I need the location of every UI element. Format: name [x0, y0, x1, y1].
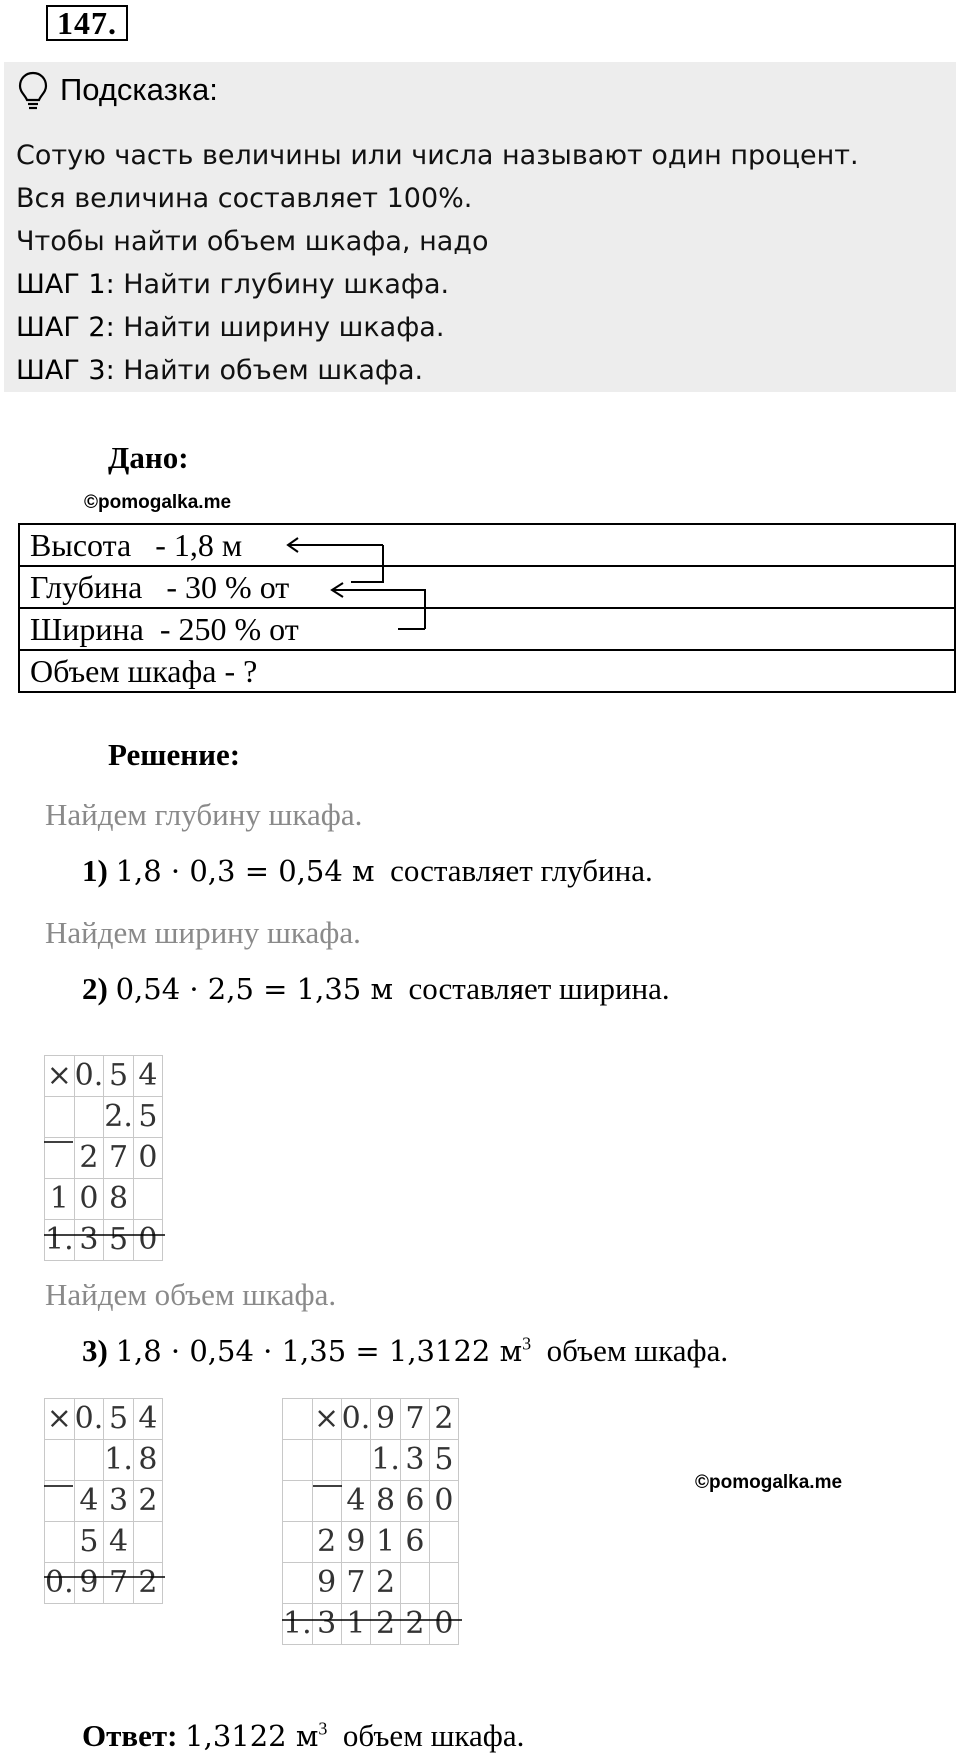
grid-cell: 7	[341, 1563, 371, 1604]
step-3: 3) 1,8 · 0,54 · 1,35 = 1,3122 $м^3$ объем шкафа.	[82, 1333, 729, 1368]
grid-cell: 1.	[371, 1440, 401, 1481]
grid-cell: 2	[312, 1522, 341, 1563]
grid-cell: ×	[312, 1399, 341, 1440]
grid-cell: 5	[104, 1399, 134, 1440]
given-row: Глубина - 30 % от	[19, 566, 955, 608]
grid-cell	[74, 1440, 104, 1481]
grid-row	[45, 1138, 163, 1179]
grid-cell: 7	[400, 1399, 429, 1440]
grid-cell: 1	[371, 1522, 401, 1563]
grid-cell	[429, 1563, 458, 1604]
given-row: Ширина - 250 % от	[19, 608, 955, 650]
hint-line-3: Чтобы найти объем шкафа, надо	[16, 226, 489, 257]
grid-cell: 0	[429, 1604, 458, 1645]
grid-row	[283, 1604, 459, 1645]
grid-cell	[283, 1399, 313, 1440]
grid-cell	[283, 1481, 313, 1522]
grid-cell: 8	[104, 1179, 134, 1220]
hint-step-3: ШАГ 3: Найти объем шкафа.	[16, 355, 424, 386]
grid-cell	[283, 1440, 313, 1481]
grid-cell	[74, 1097, 104, 1138]
grid-cell: 8	[371, 1481, 401, 1522]
find-volume: Найдем объем шкафа.	[45, 1277, 337, 1312]
calc-width-grid	[44, 1055, 163, 1261]
calc-volume-grid-1	[44, 1398, 163, 1604]
grid-cell: 1	[341, 1604, 371, 1645]
grid-cell	[341, 1440, 371, 1481]
grid-cell: 4	[341, 1481, 371, 1522]
grid-row	[45, 1097, 163, 1138]
grid-cell	[133, 1522, 162, 1563]
relation-arrows	[0, 0, 960, 700]
grid-cell: 0	[429, 1481, 458, 1522]
grid-cell: 2	[371, 1563, 401, 1604]
grid-row	[283, 1563, 459, 1604]
grid-row	[283, 1399, 459, 1440]
grid-cell: 9	[371, 1399, 401, 1440]
grid-cell: 5	[104, 1056, 134, 1097]
step-2: 2) 0,54 · 2,5 = 1,35 м составляет ширина.	[82, 971, 670, 1006]
grid-cell	[400, 1563, 429, 1604]
grid-cell: 2	[429, 1399, 458, 1440]
grid-cell: 3	[74, 1220, 104, 1261]
grid-cell	[283, 1563, 313, 1604]
grid-cell: 1	[45, 1179, 75, 1220]
grid-cell: 5	[133, 1097, 162, 1138]
grid-cell: 9	[341, 1522, 371, 1563]
grid-cell: 5	[104, 1220, 134, 1261]
grid-cell: 4	[133, 1056, 162, 1097]
grid-cell: 2	[400, 1604, 429, 1645]
grid-cell: 3	[400, 1440, 429, 1481]
grid-cell: 2	[133, 1481, 162, 1522]
hint-title: Подсказка:	[60, 72, 218, 107]
solution-title: Решение:	[108, 737, 241, 772]
grid-cell	[133, 1179, 162, 1220]
grid-cell: 2.	[104, 1097, 134, 1138]
hint-step-1: ШАГ 1: Найти глубину шкафа.	[16, 269, 450, 300]
watermark-2: ©pomogalka.me	[695, 1472, 843, 1493]
hint-step-2: ШАГ 2: Найти ширину шкафа.	[16, 312, 445, 343]
given-row: Объем шкафа - ?	[19, 650, 955, 692]
grid-cell: 4	[133, 1399, 162, 1440]
grid-row	[45, 1522, 163, 1563]
grid-cell: ×	[45, 1399, 75, 1440]
grid-cell: ×	[45, 1056, 75, 1097]
grid-row	[45, 1220, 163, 1261]
grid-cell	[45, 1440, 75, 1481]
answer: Ответ: 1,3122 $м^3$ объем шкафа.	[82, 1718, 525, 1753]
grid-row	[45, 1481, 163, 1522]
grid-cell: 7	[104, 1138, 134, 1179]
grid-cell: 3	[312, 1604, 341, 1645]
grid-row	[283, 1522, 459, 1563]
grid-cell: 0	[133, 1220, 162, 1261]
grid-cell: 9	[312, 1563, 341, 1604]
grid-cell: 4	[104, 1522, 134, 1563]
grid-cell: 5	[429, 1440, 458, 1481]
grid-cell	[283, 1522, 313, 1563]
grid-cell	[312, 1481, 341, 1522]
grid-cell: 5	[74, 1522, 104, 1563]
hint-line-1: Сотую часть величины или числа называют один процент.	[16, 140, 859, 171]
grid-cell: 0.	[45, 1563, 75, 1604]
grid-cell: 6	[400, 1522, 429, 1563]
grid-cell: 2	[74, 1138, 104, 1179]
hint-line-2: Вся величина составляет 100%.	[16, 183, 473, 214]
grid-cell	[45, 1522, 75, 1563]
grid-cell: 0.	[341, 1399, 371, 1440]
grid-cell: 1.	[45, 1220, 75, 1261]
grid-cell	[45, 1138, 75, 1179]
grid-row	[45, 1440, 163, 1481]
given-title: Дано:	[108, 440, 189, 475]
step-1: 1) 1,8 · 0,3 = 0,54 м составляет глубина.	[82, 853, 653, 888]
grid-row	[283, 1481, 459, 1522]
grid-cell: 2	[133, 1563, 162, 1604]
grid-row	[45, 1399, 163, 1440]
grid-cell: 0.	[74, 1056, 104, 1097]
grid-row	[283, 1440, 459, 1481]
calc-volume-grid-2	[282, 1398, 459, 1645]
grid-cell: 4	[74, 1481, 104, 1522]
problem-number: 147.	[46, 5, 128, 41]
grid-cell: 6	[400, 1481, 429, 1522]
grid-row	[45, 1056, 163, 1097]
grid-cell: 8	[133, 1440, 162, 1481]
grid-cell	[45, 1481, 75, 1522]
grid-cell: 0.	[74, 1399, 104, 1440]
given-row: Высота - 1,8 м	[19, 524, 955, 566]
grid-cell	[429, 1522, 458, 1563]
grid-cell: 2	[371, 1604, 401, 1645]
grid-cell: 1.	[283, 1604, 313, 1645]
watermark: ©pomogalka.me	[84, 492, 232, 513]
grid-cell	[312, 1440, 341, 1481]
grid-row	[45, 1563, 163, 1604]
find-depth: Найдем глубину шкафа.	[45, 797, 363, 832]
grid-cell: 7	[104, 1563, 134, 1604]
grid-cell: 1.	[104, 1440, 134, 1481]
grid-cell: 9	[74, 1563, 104, 1604]
grid-cell: 3	[104, 1481, 134, 1522]
grid-row	[45, 1179, 163, 1220]
find-width: Найдем ширину шкафа.	[45, 915, 361, 950]
grid-cell: 0	[74, 1179, 104, 1220]
grid-cell: 0	[133, 1138, 162, 1179]
grid-cell	[45, 1097, 75, 1138]
